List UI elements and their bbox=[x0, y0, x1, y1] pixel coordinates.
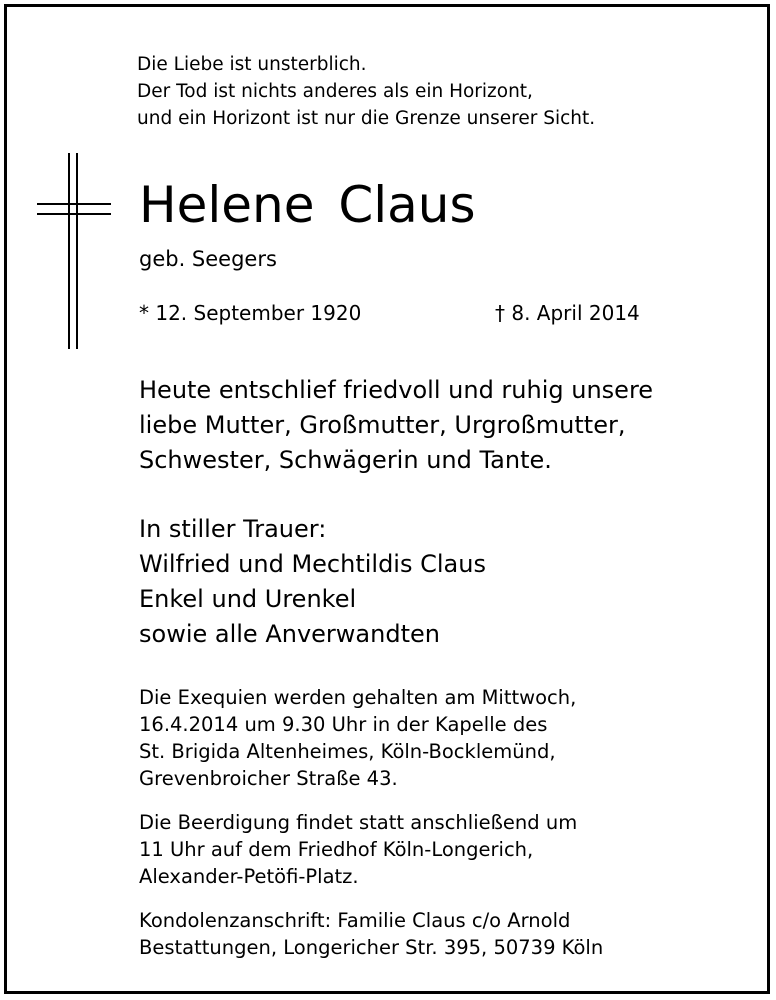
quote-line: Die Liebe ist unsterblich. bbox=[137, 54, 367, 75]
death-date: † 8. April 2014 bbox=[495, 301, 640, 325]
mourners-line: sowie alle Anverwandten bbox=[139, 620, 440, 648]
contact-line: Bestattungen, Longericher Str. 395, 50739 Köln bbox=[139, 936, 604, 959]
burial-line: Alexander-Petöfi-Platz. bbox=[139, 865, 359, 888]
exequies-line: St. Brigida Altenheimes, Köln-Bocklemünd, bbox=[139, 740, 556, 763]
exequies-line: 16.4.2014 um 9.30 Uhr in der Kapelle des bbox=[139, 713, 548, 736]
deceased-name: Helene Claus bbox=[139, 176, 476, 234]
exequies-line: Die Exequien werden gehalten am Mittwoch, bbox=[139, 686, 577, 709]
mourners-line: Enkel und Urenkel bbox=[139, 585, 357, 613]
contact-line: Kondolenzanschrift: Familie Claus c/o Arnold bbox=[139, 909, 571, 932]
exequies-info bbox=[139, 684, 576, 792]
mourners bbox=[139, 512, 486, 652]
intro-text bbox=[139, 373, 653, 478]
burial-info bbox=[139, 809, 577, 890]
double-cross-icon bbox=[37, 153, 117, 353]
exequies-line: Grevenbroicher Straße 43. bbox=[139, 767, 398, 790]
mourners-line: In stiller Trauer: bbox=[139, 515, 327, 543]
obituary-frame bbox=[4, 4, 770, 994]
intro-line: liebe Mutter, Großmutter, Urgroßmutter, bbox=[139, 411, 626, 439]
quote bbox=[137, 51, 595, 132]
intro-line: Heute entschlief friedvoll und ruhig unsere bbox=[139, 376, 654, 404]
maiden-name: geb. Seegers bbox=[139, 247, 277, 271]
burial-line: Die Beerdigung findet statt anschließend um bbox=[139, 811, 578, 834]
mourners-line: Wilfried und Mechtildis Claus bbox=[139, 550, 486, 578]
condolence-address bbox=[139, 907, 603, 961]
quote-line: und ein Horizont ist nur die Grenze unserer Sicht. bbox=[137, 108, 596, 129]
quote-line: Der Tod ist nichts anderes als ein Horizont, bbox=[137, 81, 533, 102]
birth-date: * 12. September 1920 bbox=[139, 301, 362, 325]
burial-line: 11 Uhr auf dem Friedhof Köln-Longerich, bbox=[139, 838, 534, 861]
intro-line: Schwester, Schwägerin und Tante. bbox=[139, 446, 552, 474]
